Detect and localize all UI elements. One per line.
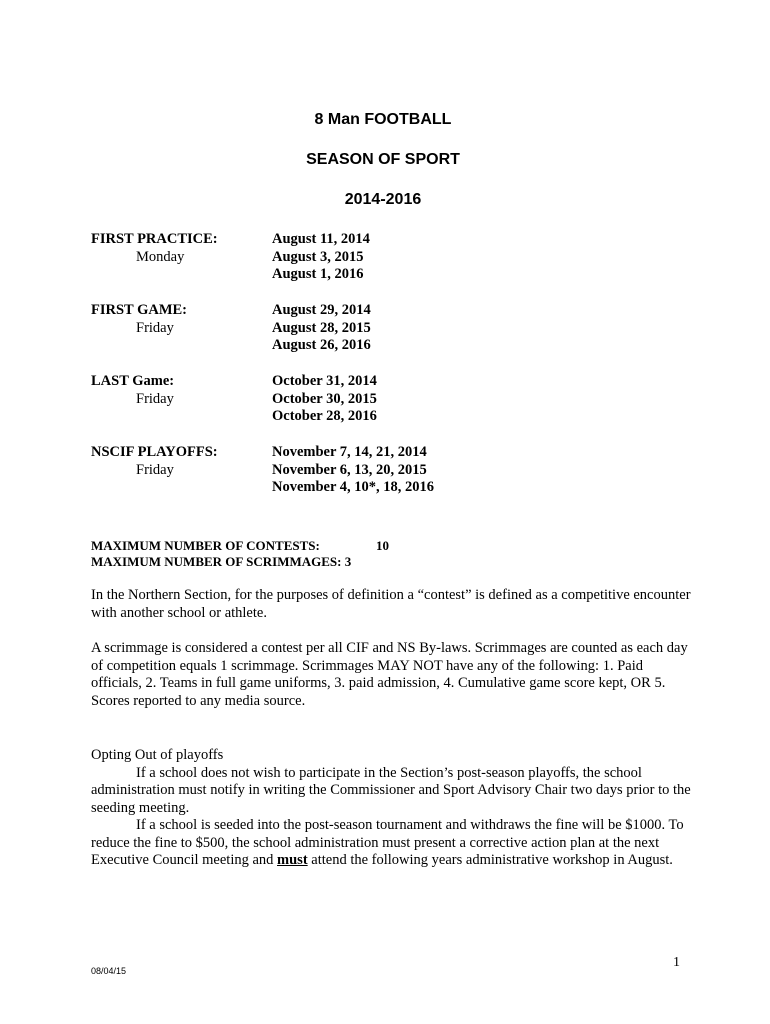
paragraph-text: attend the following years administrative workshop in August. [307, 852, 673, 868]
schedule-label: NSCIF PLAYOFFS: [91, 444, 218, 460]
schedule-date: November 6, 13, 20, 2015 [272, 461, 427, 478]
schedule-date: November 4, 10*, 18, 2016 [272, 479, 435, 495]
schedule-date: August 1, 2016 [272, 266, 364, 282]
page-number: 1 [673, 955, 680, 970]
footer-date: 08/04/15 [91, 966, 127, 976]
max-scrimmages-label: MAXIMUM NUMBER OF SCRIMMAGES: 3 [91, 554, 352, 569]
schedule-date: October 28, 2016 [272, 408, 377, 424]
opting-out-section [91, 747, 691, 870]
document-years: 2014-2016 [344, 191, 422, 208]
schedule-date: November 7, 14, 21, 2014 [272, 444, 427, 460]
schedule-date: August 3, 2015 [272, 248, 364, 265]
schedule-dates [272, 302, 572, 355]
schedule-day: Monday [136, 248, 185, 265]
schedule-dates [272, 444, 572, 497]
schedule-day: Friday [136, 461, 174, 478]
scrimmage-definition-paragraph [91, 640, 691, 710]
paragraph-text: If a school does not wish to participate in the Section’s post-season playoffs, the school administration must notify in writing the Commissioner and Sport Advisory Chair two days prior to the seeding meeting. [91, 764, 691, 816]
schedule-date: October 31, 2014 [272, 373, 377, 389]
schedule-day: Friday [136, 319, 174, 336]
fine-paragraph [91, 817, 691, 870]
schedule-label: FIRST GAME: [91, 302, 188, 318]
max-contests-value: 10 [376, 538, 389, 553]
schedule-label: LAST Game: [91, 373, 175, 389]
document-subtitle: SEASON OF SPORT [306, 151, 460, 168]
paragraph-text: In the Northern Section, for the purposes of definition a “contest” is defined as a competitive encounter with another school or athlete. [91, 587, 691, 621]
schedule-day: Friday [136, 390, 174, 407]
document-title: 8 Man FOOTBALL [314, 111, 452, 128]
schedule-label: FIRST PRACTICE: [91, 231, 218, 247]
max-contests-label: MAXIMUM NUMBER OF CONTESTS: [91, 538, 320, 553]
schedule-dates [272, 373, 572, 426]
emphasis-must: must [277, 852, 308, 868]
schedule-date: August 26, 2016 [272, 337, 371, 353]
section-heading: Opting Out of playoffs [91, 747, 224, 763]
paragraph-text: A scrimmage is considered a contest per all CIF and NS By-laws. Scrimmages are counted as each day of competition equals 1 scrimmage. Scrimmages MAY NOT have any of the following: 1. Paid officials, 2. Teams in full game uniforms, 3. paid admission, 4. Cumulative game score kept, OR 5. Scores reported to any media source. [91, 640, 688, 709]
paragraph-text: If a school is seeded into the post-season tournament and withdraws the fine will be $1000. To reduce the fine to $500, the school administration must present a corrective action plan at the next Executive Council meeting and [91, 817, 684, 868]
schedule-dates [272, 231, 572, 284]
schedule-date: October 30, 2015 [272, 390, 377, 407]
contest-definition-paragraph [91, 587, 691, 622]
schedule-date: August 11, 2014 [272, 231, 370, 247]
schedule-date: August 28, 2015 [272, 319, 371, 336]
schedule-date: August 29, 2014 [272, 302, 371, 318]
max-scrimmages-row [91, 553, 691, 571]
max-contests-row [91, 537, 691, 555]
